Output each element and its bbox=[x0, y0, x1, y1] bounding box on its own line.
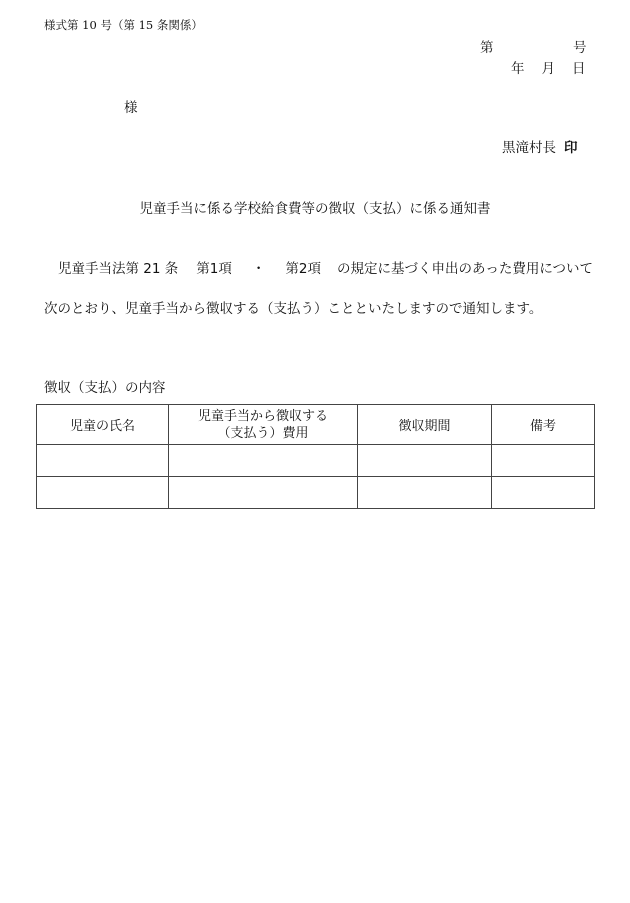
header-fee bbox=[169, 405, 358, 445]
cell-period[interactable] bbox=[358, 477, 492, 509]
details-table bbox=[36, 404, 595, 509]
cell-child-name[interactable] bbox=[37, 477, 169, 509]
date-day-label: 日 bbox=[572, 61, 586, 77]
body-text-line1-end: の規定に基づく申出のあった費用について bbox=[336, 261, 594, 277]
cell-period[interactable] bbox=[358, 445, 492, 477]
cell-child-name[interactable] bbox=[37, 445, 169, 477]
cell-notes[interactable] bbox=[492, 445, 595, 477]
body-paragraph-line1 bbox=[58, 257, 593, 277]
section-heading: 徴収（支払）の内容 bbox=[44, 380, 166, 396]
separator-dot: ・ bbox=[251, 261, 266, 277]
paragraph-2: 第2項 bbox=[285, 261, 321, 277]
cell-notes[interactable] bbox=[492, 477, 595, 509]
table-row bbox=[37, 477, 595, 509]
paragraph-1: 第1項 bbox=[196, 261, 232, 277]
date-month-label: 月 bbox=[541, 61, 555, 77]
header-fee-line1: 児童手当から徴収する bbox=[197, 408, 328, 424]
table-row bbox=[37, 445, 595, 477]
cell-fee[interactable] bbox=[169, 477, 358, 509]
sender bbox=[502, 136, 578, 156]
header-fee-line2: （支払う）費用 bbox=[217, 425, 309, 441]
seal-mark: 印 bbox=[564, 140, 578, 156]
number-prefix: 第 bbox=[480, 40, 494, 56]
header-notes: 備考 bbox=[492, 405, 595, 445]
header-period: 徴収期間 bbox=[358, 405, 492, 445]
recipient-honorific: 様 bbox=[124, 100, 138, 116]
form-number: 様式第 10 号（第 15 条関係） bbox=[44, 18, 203, 32]
body-paragraph-line2: 次のとおり、児童手当から徴収する（支払う）ことといたしますので通知します。 bbox=[44, 301, 543, 317]
sender-name: 黒滝村長 bbox=[502, 140, 556, 156]
law-reference: 児童手当法第 21 条 bbox=[58, 261, 179, 277]
header-child-name: 児童の氏名 bbox=[37, 405, 169, 445]
document-date bbox=[511, 57, 586, 77]
cell-fee[interactable] bbox=[169, 445, 358, 477]
date-year-label: 年 bbox=[511, 61, 525, 77]
document-title: 児童手当に係る学校給食費等の徴収（支払）に係る通知書 bbox=[139, 201, 491, 217]
number-suffix: 号 bbox=[573, 40, 587, 56]
table-header-row bbox=[37, 405, 595, 445]
